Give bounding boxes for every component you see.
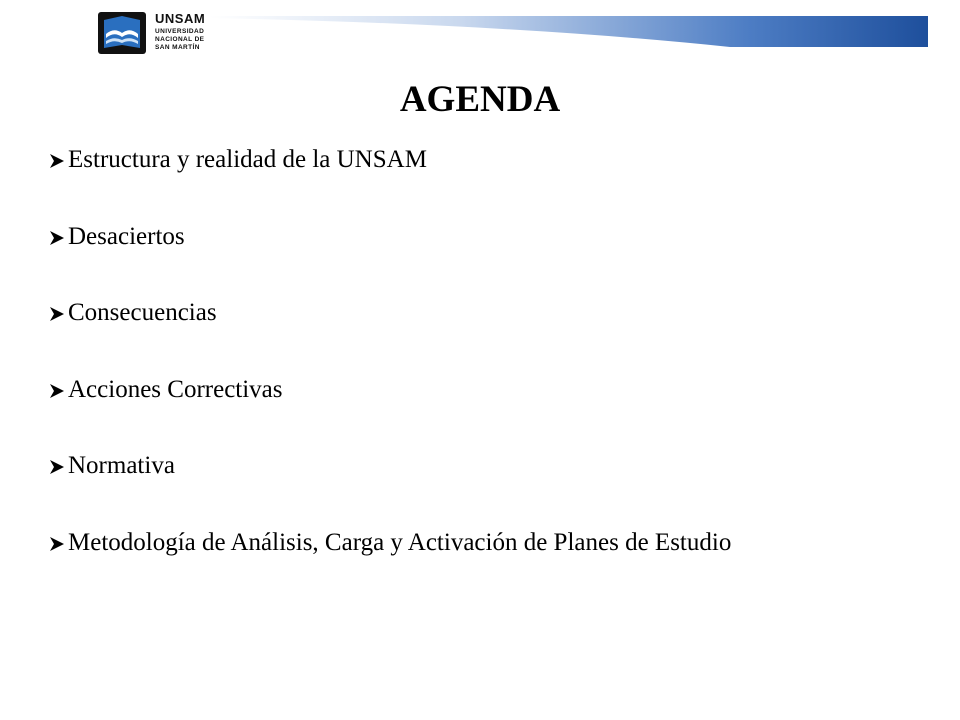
slide-title: AGENDA bbox=[399, 79, 561, 120]
agenda-item bbox=[48, 223, 731, 300]
arrowhead-bullet-icon bbox=[48, 382, 66, 400]
university-wordmark bbox=[155, 12, 205, 52]
unsam-emblem-icon bbox=[98, 12, 146, 54]
logo-subtitle-line-1: UNIVERSIDAD bbox=[155, 28, 205, 35]
arrowhead-bullet-icon bbox=[48, 229, 66, 247]
agenda-item bbox=[48, 452, 731, 529]
agenda-item-label: Metodología de Análisis, Carga y Activación de Planes de Estudio bbox=[68, 528, 732, 556]
agenda-item bbox=[48, 299, 731, 376]
agenda-item-label: Normativa bbox=[68, 452, 175, 480]
logo-subtitle-line-3: SAN MARTÍN bbox=[155, 44, 200, 51]
arrowhead-bullet-icon bbox=[48, 152, 66, 170]
arrowhead-bullet-icon bbox=[48, 305, 66, 323]
agenda-item bbox=[48, 529, 731, 606]
agenda-item-label: Desaciertos bbox=[68, 222, 185, 250]
agenda-item bbox=[48, 146, 731, 223]
slide-header bbox=[0, 0, 960, 60]
header-gradient-bar bbox=[210, 16, 928, 47]
agenda-item-label: Acciones Correctivas bbox=[68, 375, 283, 403]
logo-subtitle-line-2: NACIONAL DE bbox=[155, 36, 205, 43]
arrowhead-bullet-icon bbox=[48, 458, 66, 476]
agenda-item-label: Consecuencias bbox=[68, 299, 217, 327]
agenda-list bbox=[48, 146, 731, 606]
agenda-item bbox=[48, 376, 731, 453]
logo-name: UNSAM bbox=[155, 11, 206, 26]
agenda-item-label: Estructura y realidad de la UNSAM bbox=[68, 146, 427, 173]
arrowhead-bullet-icon bbox=[48, 535, 66, 553]
